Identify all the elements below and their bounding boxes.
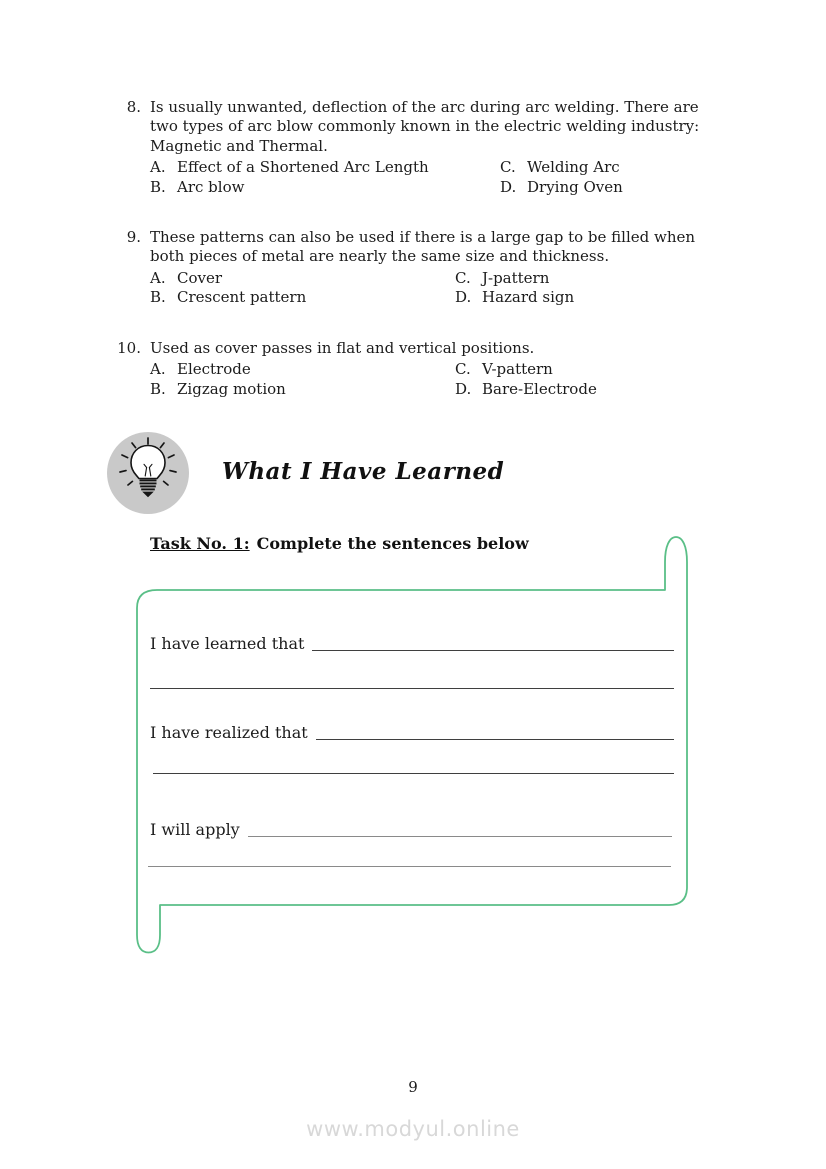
scroll-border <box>130 530 695 958</box>
section-title: What I Have Learned <box>222 458 505 485</box>
page-number: 9 <box>408 1078 418 1096</box>
option-c <box>455 269 765 288</box>
question-body <box>150 98 765 197</box>
option-c <box>455 360 765 379</box>
option-text: Cover <box>177 268 223 287</box>
prompt-learned <box>150 633 674 654</box>
question-8 <box>117 98 765 197</box>
option-label: A. <box>150 268 166 287</box>
option-b <box>150 288 455 307</box>
question-text-line: two types of arc blow commonly known in the electric welding industry: <box>150 117 700 136</box>
options-grid <box>150 269 765 308</box>
option-d <box>500 178 765 197</box>
question-text-line: Used as cover passes in flat and vertical positions. <box>150 339 535 357</box>
prompt-text: I will apply <box>150 820 240 839</box>
option-text: Electrode <box>177 360 251 379</box>
task-label: Task No. 1: <box>150 534 250 553</box>
option-label: D. <box>455 288 472 307</box>
option-label: D. <box>455 379 472 398</box>
option-label: C. <box>500 158 516 177</box>
option-text: Effect of a Shortened Arc Length <box>177 158 429 177</box>
options-grid <box>150 158 765 197</box>
option-b <box>150 380 455 399</box>
option-d <box>455 380 765 399</box>
blank-line <box>148 866 671 867</box>
option-label: C. <box>455 360 471 379</box>
lightbulb-icon <box>107 432 189 514</box>
option-text: Zigzag motion <box>177 379 286 398</box>
question-text-line: Is usually unwanted, deflection of the arc during arc welding. There are <box>150 98 699 116</box>
option-label: B. <box>150 379 166 398</box>
option-label: C. <box>455 268 471 287</box>
blank-line <box>153 773 674 774</box>
option-label: A. <box>150 360 166 379</box>
task-instruction: Complete the sentences below <box>256 534 529 553</box>
prompt-text: I have learned that <box>150 634 305 653</box>
option-b <box>150 178 500 197</box>
question-number: 8. <box>126 98 141 116</box>
question-body <box>150 339 765 399</box>
option-a <box>150 360 455 379</box>
prompt-apply <box>150 819 672 840</box>
option-a <box>150 158 500 177</box>
prompt-text: I have realized that <box>150 723 308 742</box>
option-d <box>455 288 765 307</box>
prompt-realized <box>150 722 674 743</box>
blank-line <box>150 688 674 689</box>
question-text-line: Magnetic and Thermal. <box>150 136 328 155</box>
watermark: www.modyul.online <box>306 1117 520 1141</box>
option-c <box>500 158 765 177</box>
question-number: 9. <box>126 228 141 246</box>
options-grid <box>150 360 765 399</box>
option-label: B. <box>150 177 166 196</box>
blank-line <box>316 739 674 740</box>
option-label: B. <box>150 288 166 307</box>
blank-line <box>312 650 674 651</box>
option-text: Welding Arc <box>527 158 620 177</box>
option-text: J-pattern <box>482 268 550 287</box>
question-10 <box>117 339 765 399</box>
option-text: V-pattern <box>482 360 553 379</box>
option-text: Hazard sign <box>482 288 575 307</box>
question-text-line: both pieces of metal are nearly the same size and thickness. <box>150 247 610 266</box>
option-text: Crescent pattern <box>177 288 307 307</box>
option-text: Bare-Electrode <box>482 379 597 398</box>
question-number: 10. <box>117 339 141 357</box>
option-a <box>150 269 455 288</box>
blank-line <box>248 836 672 837</box>
option-text: Arc blow <box>177 177 245 196</box>
question-text-line: These patterns can also be used if there is a large gap to be filled when <box>150 228 696 246</box>
option-label: A. <box>150 158 166 177</box>
option-label: D. <box>500 177 517 196</box>
option-text: Drying Oven <box>527 177 623 196</box>
question-body <box>150 228 765 308</box>
question-9 <box>117 228 765 308</box>
